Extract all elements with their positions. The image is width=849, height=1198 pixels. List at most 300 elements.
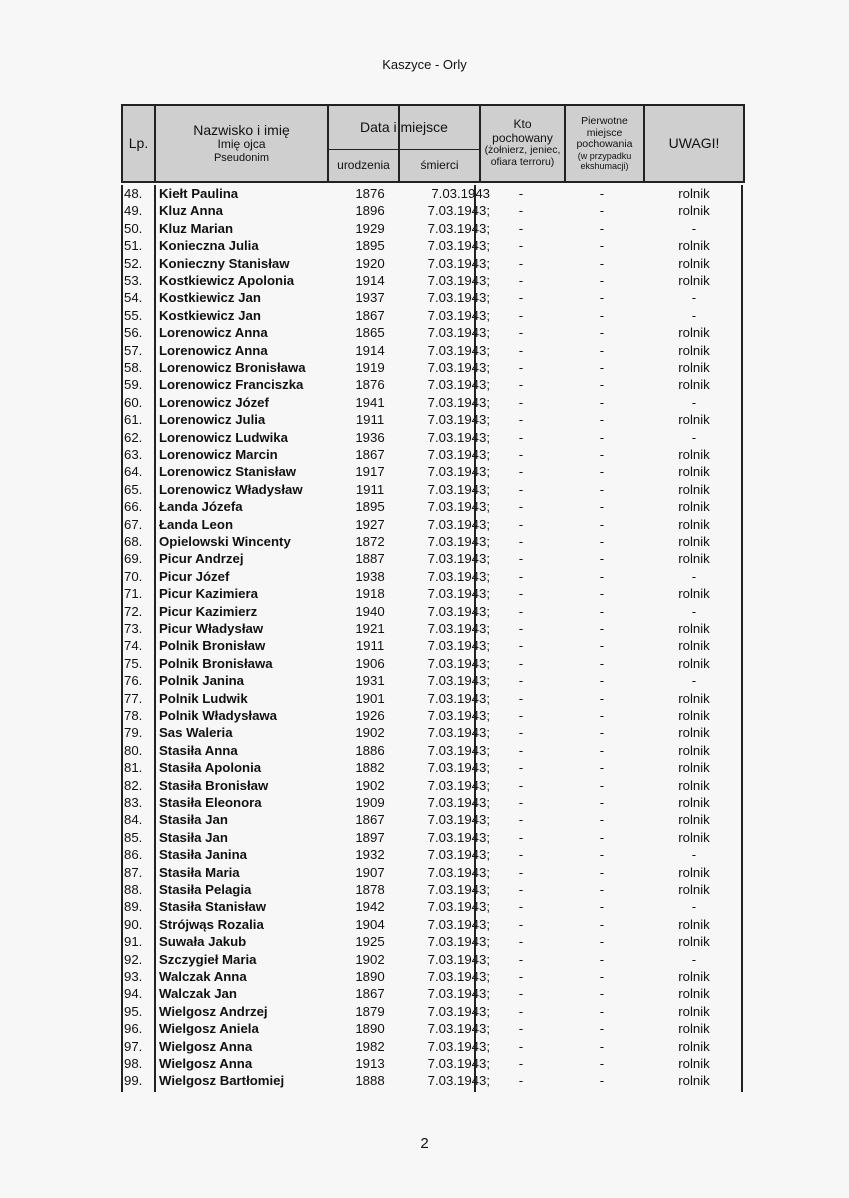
cell-original-burial: - bbox=[599, 551, 605, 567]
cell-death-date: 7.03.1943; bbox=[427, 916, 490, 932]
cell-notes: rolnik bbox=[678, 812, 710, 828]
cell-name: Stasiła Maria bbox=[159, 864, 240, 880]
cell-original-burial: - bbox=[599, 255, 605, 271]
cell-lp: 74. bbox=[124, 638, 143, 654]
cell-birth-year: 1932 bbox=[355, 847, 385, 863]
cell-name: Wielgosz Bartłomiej bbox=[159, 1073, 285, 1089]
cell-death-date: 7.03.1943; bbox=[427, 342, 490, 358]
cell-name: Polnik Ludwik bbox=[159, 690, 248, 706]
cell-name: Łanda Józefa bbox=[159, 499, 243, 515]
cell-death-date: 7.03.1943; bbox=[427, 568, 490, 584]
cell-birth-year: 1925 bbox=[355, 934, 385, 950]
cell-name: Picur Kazimiera bbox=[159, 586, 258, 602]
cell-name: Lorenowicz Stanisław bbox=[159, 464, 297, 480]
table-row bbox=[121, 759, 745, 776]
cell-notes: rolnik bbox=[678, 516, 710, 532]
table-row bbox=[121, 568, 745, 585]
table-row bbox=[121, 690, 745, 707]
cell-who: - bbox=[518, 655, 524, 671]
cell-name: Konieczny Stanisław bbox=[159, 255, 290, 271]
cell-lp: 93. bbox=[124, 969, 143, 984]
cell-notes: rolnik bbox=[678, 708, 710, 723]
table-row bbox=[121, 516, 745, 533]
cell-notes: rolnik bbox=[678, 690, 710, 706]
cell-name: Stasiła Anna bbox=[159, 742, 238, 758]
cell-lp: 60. bbox=[124, 394, 143, 410]
cell-notes: rolnik bbox=[678, 882, 710, 897]
cell-notes: rolnik bbox=[678, 238, 710, 254]
cell-death-date: 7.03.1943; bbox=[427, 412, 490, 428]
cell-birth-year: 1911 bbox=[355, 412, 385, 428]
cell-lp: 76. bbox=[124, 673, 143, 689]
table-row bbox=[121, 394, 745, 411]
cell-who: - bbox=[518, 534, 524, 549]
cell-birth-year: 1895 bbox=[355, 238, 385, 254]
cell-notes: rolnik bbox=[678, 255, 710, 271]
cell-notes: rolnik bbox=[678, 377, 710, 393]
table-row bbox=[121, 272, 745, 289]
cell-original-burial: - bbox=[599, 916, 605, 932]
cell-name: Stasiła Jan bbox=[159, 829, 228, 845]
cell-notes: rolnik bbox=[678, 638, 710, 654]
cell-lp: 51. bbox=[124, 238, 143, 254]
cell-original-burial: - bbox=[599, 603, 605, 619]
cell-who: - bbox=[518, 638, 524, 654]
cell-birth-year: 1879 bbox=[355, 1003, 385, 1019]
cell-who: - bbox=[518, 394, 524, 410]
cell-notes: rolnik bbox=[678, 760, 710, 776]
cell-lp: 61. bbox=[124, 412, 143, 428]
cell-birth-year: 1929 bbox=[355, 220, 385, 236]
cell-birth-year: 1902 bbox=[355, 951, 385, 967]
cell-name: Lorenowicz Bronisława bbox=[159, 360, 306, 375]
header-orig-line5: ekshumacji) bbox=[580, 161, 629, 172]
cell-name: Opielowski Wincenty bbox=[159, 534, 291, 549]
cell-lp: 92. bbox=[124, 951, 143, 967]
cell-who: - bbox=[518, 1038, 524, 1054]
cell-original-burial: - bbox=[599, 899, 605, 915]
cell-who: - bbox=[518, 951, 524, 967]
table-row bbox=[121, 968, 745, 985]
cell-birth-year: 1907 bbox=[355, 864, 385, 880]
cell-name: Polnik Janina bbox=[159, 673, 245, 689]
cell-name: Łanda Leon bbox=[159, 516, 233, 532]
cell-name: Lorenowicz Ludwika bbox=[159, 429, 288, 445]
cell-who: - bbox=[518, 986, 524, 1002]
cell-name: Wielgosz Anna bbox=[159, 1038, 253, 1054]
table-row bbox=[121, 916, 745, 933]
cell-name: Konieczna Julia bbox=[159, 238, 259, 254]
cell-notes: rolnik bbox=[678, 986, 710, 1002]
cell-lp: 54. bbox=[124, 290, 143, 306]
cell-name: Kiełt Paulina bbox=[159, 186, 239, 201]
cell-name: Strójwąs Rozalia bbox=[159, 916, 264, 932]
cell-original-burial: - bbox=[599, 394, 605, 410]
cell-lp: 50. bbox=[124, 220, 143, 236]
cell-death-date: 7.03.1943; bbox=[427, 777, 490, 793]
cell-death-date: 7.03.1943; bbox=[427, 1056, 490, 1071]
header-birth: urodzenia bbox=[337, 157, 390, 172]
cell-death-date: 7.03.1943; bbox=[427, 1073, 490, 1089]
cell-who: - bbox=[518, 829, 524, 845]
cell-who: - bbox=[518, 603, 524, 619]
cell-name: Lorenowicz Anna bbox=[159, 325, 268, 341]
cell-original-burial: - bbox=[599, 238, 605, 254]
cell-who: - bbox=[518, 777, 524, 793]
cell-lp: 55. bbox=[124, 307, 143, 323]
cell-birth-year: 1940 bbox=[355, 603, 385, 619]
table-row bbox=[121, 481, 745, 498]
cell-who: - bbox=[518, 481, 524, 497]
cell-notes: rolnik bbox=[678, 1003, 710, 1019]
cell-death-date: 7.03.1943; bbox=[427, 847, 490, 863]
cell-death-date: 7.03.1943; bbox=[427, 621, 490, 636]
cell-original-burial: - bbox=[599, 1038, 605, 1054]
cell-who: - bbox=[518, 916, 524, 932]
cell-notes: - bbox=[691, 951, 697, 967]
cell-who: - bbox=[518, 568, 524, 584]
table-row bbox=[121, 185, 745, 202]
cell-name: Lorenowicz Anna bbox=[159, 342, 268, 358]
cell-notes: rolnik bbox=[678, 934, 710, 950]
cell-death-date: 7.03.1943; bbox=[427, 586, 490, 602]
cell-name: Kostkiewicz Jan bbox=[159, 290, 261, 306]
cell-original-burial: - bbox=[599, 203, 605, 219]
cell-notes: rolnik bbox=[678, 829, 710, 845]
cell-lp: 75. bbox=[124, 655, 143, 671]
cell-name: Picur Władysław bbox=[159, 621, 264, 636]
header-orig-line3: pochowania bbox=[576, 138, 633, 151]
cell-who: - bbox=[518, 586, 524, 602]
cell-lp: 81. bbox=[124, 760, 143, 776]
header-who-line4: ofiara terroru) bbox=[490, 155, 555, 168]
cell-notes: rolnik bbox=[678, 273, 710, 288]
cell-death-date: 7.03.1943; bbox=[427, 255, 490, 271]
cell-birth-year: 1867 bbox=[355, 812, 385, 828]
cell-original-burial: - bbox=[599, 499, 605, 515]
table-row bbox=[121, 829, 745, 846]
cell-original-burial: - bbox=[599, 568, 605, 584]
cell-death-date: 7.03.1943; bbox=[427, 812, 490, 828]
cell-birth-year: 1887 bbox=[355, 551, 385, 567]
cell-notes: rolnik bbox=[678, 777, 710, 793]
cell-who: - bbox=[518, 377, 524, 393]
cell-lp: 88. bbox=[124, 882, 143, 897]
cell-notes: rolnik bbox=[678, 447, 710, 462]
cell-original-burial: - bbox=[599, 742, 605, 758]
cell-death-date: 7.03.1943 bbox=[431, 186, 490, 201]
cell-who: - bbox=[518, 1073, 524, 1089]
cell-birth-year: 1901 bbox=[355, 690, 385, 706]
cell-birth-year: 1867 bbox=[355, 986, 385, 1002]
cell-original-burial: - bbox=[599, 325, 605, 341]
cell-who: - bbox=[518, 551, 524, 567]
cell-lp: 78. bbox=[124, 708, 143, 723]
cell-notes: rolnik bbox=[678, 969, 710, 984]
table-row bbox=[121, 655, 745, 672]
cell-death-date: 7.03.1943; bbox=[427, 951, 490, 967]
cell-name: Stasiła Pelagia bbox=[159, 882, 252, 897]
cell-original-burial: - bbox=[599, 655, 605, 671]
cell-who: - bbox=[518, 273, 524, 288]
cell-birth-year: 1927 bbox=[355, 516, 385, 532]
cell-who: - bbox=[518, 621, 524, 636]
cell-birth-year: 1888 bbox=[355, 1073, 385, 1089]
table-row bbox=[121, 446, 745, 463]
cell-birth-year: 1902 bbox=[355, 725, 385, 741]
header-death: śmierci bbox=[420, 157, 459, 172]
table-row bbox=[121, 220, 745, 237]
cell-lp: 91. bbox=[124, 934, 143, 950]
cell-birth-year: 1942 bbox=[355, 899, 385, 915]
cell-death-date: 7.03.1943; bbox=[427, 551, 490, 567]
cell-lp: 90. bbox=[124, 916, 143, 932]
table-row bbox=[121, 255, 745, 272]
cell-name: Polnik Bronisława bbox=[159, 655, 273, 671]
cell-death-date: 7.03.1943; bbox=[427, 464, 490, 480]
header-who-line1: Kto bbox=[513, 117, 532, 132]
cell-who: - bbox=[518, 220, 524, 236]
cell-lp: 53. bbox=[124, 273, 143, 288]
header-who bbox=[481, 106, 564, 181]
cell-death-date: 7.03.1943; bbox=[427, 725, 490, 741]
cell-who: - bbox=[518, 360, 524, 375]
cell-lp: 68. bbox=[124, 534, 143, 549]
cell-original-burial: - bbox=[599, 290, 605, 306]
cell-lp: 83. bbox=[124, 795, 143, 810]
cell-who: - bbox=[518, 238, 524, 254]
cell-lp: 95. bbox=[124, 1003, 143, 1019]
cell-who: - bbox=[518, 255, 524, 271]
cell-notes: rolnik bbox=[678, 655, 710, 671]
cell-original-burial: - bbox=[599, 307, 605, 323]
cell-name: Wielgosz Aniela bbox=[159, 1021, 259, 1037]
cell-death-date: 7.03.1943; bbox=[427, 220, 490, 236]
cell-death-date: 7.03.1943; bbox=[427, 360, 490, 375]
table-row bbox=[121, 237, 745, 254]
cell-lp: 96. bbox=[124, 1021, 143, 1037]
cell-who: - bbox=[518, 760, 524, 776]
header-name-line3: Pseudonim bbox=[213, 151, 270, 164]
cell-birth-year: 1867 bbox=[355, 447, 385, 462]
cell-notes: rolnik bbox=[678, 742, 710, 758]
cell-original-burial: - bbox=[599, 847, 605, 863]
cell-lp: 70. bbox=[124, 568, 143, 584]
cell-original-burial: - bbox=[599, 690, 605, 706]
cell-original-burial: - bbox=[599, 882, 605, 897]
cell-death-date: 7.03.1943; bbox=[427, 795, 490, 810]
cell-original-burial: - bbox=[599, 412, 605, 428]
cell-birth-year: 1914 bbox=[355, 273, 385, 288]
cell-death-date: 7.03.1943; bbox=[427, 307, 490, 323]
cell-birth-year: 1911 bbox=[355, 481, 385, 497]
cell-notes: rolnik bbox=[678, 1073, 710, 1089]
cell-name: Stasiła Eleonora bbox=[159, 795, 262, 810]
cell-name: Suwała Jakub bbox=[159, 934, 247, 950]
cell-who: - bbox=[518, 795, 524, 810]
cell-who: - bbox=[518, 725, 524, 741]
cell-original-burial: - bbox=[599, 864, 605, 880]
cell-death-date: 7.03.1943; bbox=[427, 1038, 490, 1054]
cell-death-date: 7.03.1943; bbox=[427, 481, 490, 497]
cell-notes: rolnik bbox=[678, 534, 710, 549]
cell-who: - bbox=[518, 882, 524, 897]
cell-who: - bbox=[518, 203, 524, 219]
cell-who: - bbox=[518, 412, 524, 428]
cell-death-date: 7.03.1943; bbox=[427, 516, 490, 532]
table-row bbox=[121, 1072, 745, 1089]
cell-lp: 80. bbox=[124, 742, 143, 758]
cell-lp: 71. bbox=[124, 586, 143, 602]
cell-name: Stasiła Jan bbox=[159, 812, 228, 828]
cell-who: - bbox=[518, 742, 524, 758]
cell-notes: - bbox=[691, 429, 697, 445]
cell-lp: 69. bbox=[124, 551, 143, 567]
header-who-line3: (żołnierz, jeniec, bbox=[484, 144, 561, 157]
cell-notes: rolnik bbox=[678, 464, 710, 480]
table-header bbox=[121, 104, 745, 183]
cell-death-date: 7.03.1943; bbox=[427, 1003, 490, 1019]
cell-birth-year: 1896 bbox=[355, 203, 385, 219]
cell-death-date: 7.03.1943; bbox=[427, 690, 490, 706]
table-row bbox=[121, 724, 745, 741]
table-row bbox=[121, 463, 745, 480]
cell-name: Kluz Marian bbox=[159, 220, 234, 236]
cell-original-burial: - bbox=[599, 951, 605, 967]
cell-death-date: 7.03.1943; bbox=[427, 760, 490, 776]
table-row bbox=[121, 864, 745, 881]
table-row bbox=[121, 811, 745, 828]
cell-lp: 87. bbox=[124, 864, 143, 880]
cell-who: - bbox=[518, 464, 524, 480]
cell-death-date: 7.03.1943; bbox=[427, 273, 490, 288]
cell-original-burial: - bbox=[599, 377, 605, 393]
cell-name: Walczak Anna bbox=[159, 969, 247, 984]
table-row bbox=[121, 498, 745, 515]
table-row bbox=[121, 672, 745, 689]
cell-birth-year: 1982 bbox=[355, 1038, 385, 1054]
cell-death-date: 7.03.1943; bbox=[427, 394, 490, 410]
cell-lp: 94. bbox=[124, 986, 143, 1002]
cell-birth-year: 1921 bbox=[355, 621, 385, 636]
table-row bbox=[121, 620, 745, 637]
cell-who: - bbox=[518, 342, 524, 358]
cell-original-burial: - bbox=[599, 812, 605, 828]
table-body bbox=[121, 185, 745, 1092]
cell-who: - bbox=[518, 429, 524, 445]
cell-lp: 82. bbox=[124, 777, 143, 793]
header-orig-line1: Pierwotne bbox=[581, 114, 628, 127]
cell-birth-year: 1867 bbox=[355, 307, 385, 323]
cell-original-burial: - bbox=[599, 760, 605, 776]
cell-name: Walczak Jan bbox=[159, 986, 237, 1002]
table-row bbox=[121, 707, 745, 724]
cell-death-date: 7.03.1943; bbox=[427, 603, 490, 619]
cell-notes: rolnik bbox=[678, 586, 710, 602]
cell-name: Lorenowicz Marcin bbox=[159, 447, 278, 462]
cell-notes: rolnik bbox=[678, 1038, 710, 1054]
cell-death-date: 7.03.1943; bbox=[427, 829, 490, 845]
cell-who: - bbox=[518, 307, 524, 323]
cell-birth-year: 1890 bbox=[355, 969, 385, 984]
cell-name: Lorenowicz Franciszka bbox=[159, 377, 304, 393]
cell-who: - bbox=[518, 325, 524, 341]
cell-notes: - bbox=[691, 290, 697, 306]
cell-notes: rolnik bbox=[678, 916, 710, 932]
cell-death-date: 7.03.1943; bbox=[427, 882, 490, 897]
cell-birth-year: 1931 bbox=[355, 673, 385, 689]
cell-who: - bbox=[518, 847, 524, 863]
cell-lp: 66. bbox=[124, 499, 143, 515]
cell-death-date: 7.03.1943; bbox=[427, 499, 490, 515]
cell-lp: 49. bbox=[124, 203, 143, 219]
cell-birth-year: 1941 bbox=[355, 394, 385, 410]
cell-birth-year: 1876 bbox=[355, 186, 385, 201]
cell-notes: rolnik bbox=[678, 551, 710, 567]
page-title: Kaszyce - Orly bbox=[382, 57, 467, 72]
cell-lp: 63. bbox=[124, 447, 143, 462]
cell-original-burial: - bbox=[599, 342, 605, 358]
cell-birth-year: 1913 bbox=[355, 1056, 385, 1071]
header-lp: Lp. bbox=[128, 134, 149, 151]
cell-original-burial: - bbox=[599, 673, 605, 689]
cell-name: Stasiła Apolonia bbox=[159, 760, 262, 776]
cell-name: Lorenowicz Władysław bbox=[159, 481, 303, 497]
cell-original-burial: - bbox=[599, 429, 605, 445]
table-row bbox=[121, 985, 745, 1002]
cell-lp: 77. bbox=[124, 690, 143, 706]
cell-who: - bbox=[518, 516, 524, 532]
header-orig-line2: miejsce bbox=[586, 126, 623, 139]
cell-original-burial: - bbox=[599, 621, 605, 636]
cell-lp: 89. bbox=[124, 899, 143, 915]
cell-birth-year: 1902 bbox=[355, 777, 385, 793]
table-row bbox=[121, 376, 745, 393]
cell-lp: 64. bbox=[124, 464, 143, 480]
cell-original-burial: - bbox=[599, 1056, 605, 1071]
cell-lp: 59. bbox=[124, 377, 143, 393]
cell-notes: - bbox=[691, 394, 697, 410]
cell-who: - bbox=[518, 1021, 524, 1037]
table-row bbox=[121, 898, 745, 915]
cell-death-date: 7.03.1943; bbox=[427, 429, 490, 445]
cell-birth-year: 1919 bbox=[355, 360, 385, 375]
cell-who: - bbox=[518, 934, 524, 950]
cell-birth-year: 1865 bbox=[355, 325, 385, 341]
cell-name: Kostkiewicz Jan bbox=[159, 307, 261, 323]
cell-lp: 84. bbox=[124, 812, 143, 828]
cell-death-date: 7.03.1943; bbox=[427, 290, 490, 306]
cell-who: - bbox=[518, 864, 524, 880]
cell-notes: rolnik bbox=[678, 360, 710, 375]
page-number: 2 bbox=[420, 1135, 429, 1152]
cell-birth-year: 1920 bbox=[355, 255, 385, 271]
cell-lp: 98. bbox=[124, 1056, 143, 1071]
table-row bbox=[121, 585, 745, 602]
cell-notes: rolnik bbox=[678, 499, 710, 515]
cell-original-burial: - bbox=[599, 464, 605, 480]
table-row bbox=[121, 1055, 745, 1072]
cell-notes: rolnik bbox=[678, 725, 710, 741]
cell-who: - bbox=[518, 969, 524, 984]
table-row bbox=[121, 881, 745, 898]
cell-notes: rolnik bbox=[678, 795, 710, 810]
cell-who: - bbox=[518, 708, 524, 723]
cell-birth-year: 1897 bbox=[355, 829, 385, 845]
cell-original-burial: - bbox=[599, 360, 605, 375]
cell-lp: 62. bbox=[124, 429, 143, 445]
cell-death-date: 7.03.1943; bbox=[427, 899, 490, 915]
